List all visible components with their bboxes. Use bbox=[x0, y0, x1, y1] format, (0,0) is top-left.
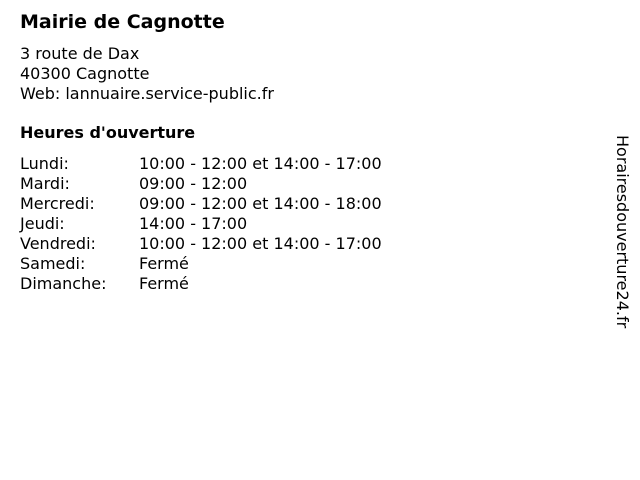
hours-time: Fermé bbox=[139, 274, 189, 293]
hours-time: 09:00 - 12:00 bbox=[139, 174, 248, 193]
page-title: Mairie de Cagnotte bbox=[20, 11, 225, 33]
hours-time: 10:00 - 12:00 et 14:00 - 17:00 bbox=[139, 234, 382, 253]
hours-day: Lundi: bbox=[20, 154, 69, 173]
hours-time: 10:00 - 12:00 et 14:00 - 17:00 bbox=[139, 154, 382, 173]
side-brand bbox=[602, 135, 640, 375]
address-city: 40300 Cagnotte bbox=[20, 64, 150, 83]
side-brand-text: Horairesdouverture24.fr bbox=[613, 135, 632, 329]
address-website: Web: lannuaire.service-public.fr bbox=[20, 84, 274, 103]
hours-time: 09:00 - 12:00 et 14:00 - 18:00 bbox=[139, 194, 382, 213]
hours-day: Jeudi: bbox=[20, 214, 65, 233]
hours-day: Mercredi: bbox=[20, 194, 95, 213]
address-block bbox=[20, 44, 274, 104]
address-street: 3 route de Dax bbox=[20, 44, 140, 63]
hours-day: Dimanche: bbox=[20, 274, 107, 293]
hours-day: Samedi: bbox=[20, 254, 86, 273]
hours-time: 14:00 - 17:00 bbox=[139, 214, 248, 233]
hours-heading: Heures d'ouverture bbox=[20, 123, 196, 142]
hours-time: Fermé bbox=[139, 254, 189, 273]
hours-day: Mardi: bbox=[20, 174, 70, 193]
hours-day: Vendredi: bbox=[20, 234, 96, 253]
